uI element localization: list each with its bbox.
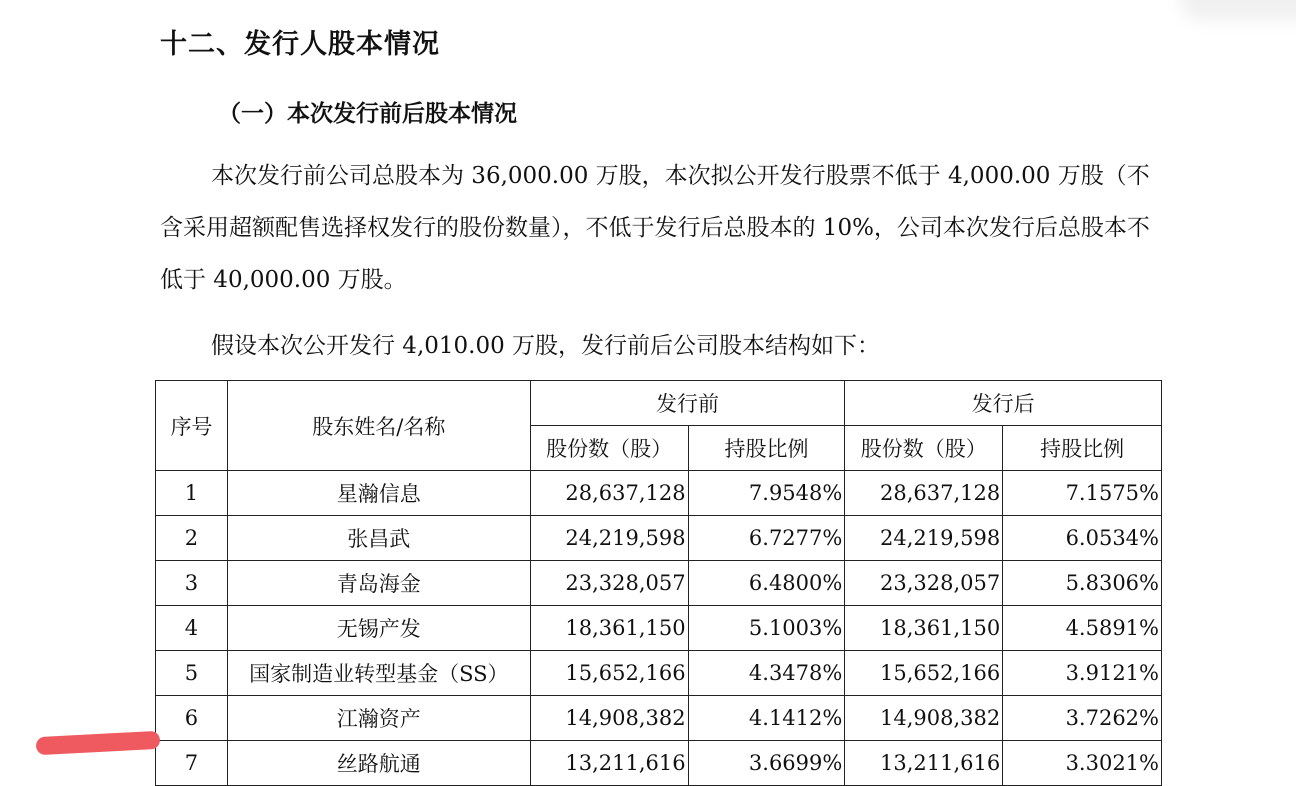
cell-ratio-after: 3.7262% [1003, 696, 1162, 741]
cell-shareholder-name: 丝路航通 [227, 741, 530, 786]
header-after-issuance: 发行后 [845, 381, 1162, 426]
paragraph-assumption: 假设本次公开发行 4,010.00 万股，发行前后公司股本结构如下： [211, 333, 881, 359]
cell-ratio-before: 7.9548% [688, 471, 845, 516]
cell-shares-after: 18,361,150 [845, 606, 1003, 651]
cell-shares-before: 18,361,150 [530, 606, 688, 651]
cell-shareholder-name: 星瀚信息 [227, 471, 530, 516]
header-shares-after: 股份数（股） [845, 426, 1003, 471]
header-shareholder-name: 股东姓名/名称 [227, 381, 530, 471]
cell-shareholder-name: 江瀚资产 [227, 696, 530, 741]
cell-ratio-after: 3.9121% [1003, 651, 1162, 696]
subsection-title: （一）本次发行前后股本情况 [218, 101, 517, 127]
highlight-marker-stroke [36, 731, 161, 755]
cell-shares-after: 14,908,382 [845, 696, 1003, 741]
cell-serial-no: 5 [156, 651, 228, 696]
cell-shares-before: 23,328,057 [530, 561, 688, 606]
header-ratio-before: 持股比例 [688, 426, 845, 471]
header-shares-before: 股份数（股） [530, 426, 688, 471]
table-row [156, 741, 1162, 786]
cell-serial-no: 4 [156, 606, 228, 651]
cell-serial-no: 6 [156, 696, 228, 741]
cell-ratio-before: 5.1003% [688, 606, 845, 651]
header-serial-no: 序号 [156, 381, 228, 471]
section-title: 十二、发行人股本情况 [160, 29, 440, 60]
cell-shares-after: 24,219,598 [845, 516, 1003, 561]
cell-ratio-before: 4.3478% [688, 651, 845, 696]
cell-ratio-before: 4.1412% [688, 696, 845, 741]
share-structure-table [155, 380, 1162, 786]
paragraph-share-capital: 本次发行前公司总股本为 36,000.00 万股，本次拟公开发行股票不低于 4,000.00 万股（不含采用超额配售选择权发行的股份数量），不低于发行后总股本的 10%，公司本次发行后总股本不低于 40,000.00 万股。 [160, 163, 1150, 293]
cell-shareholder-name: 国家制造业转型基金（SS） [227, 651, 530, 696]
cell-shares-after: 13,211,616 [845, 741, 1003, 786]
cell-ratio-after: 3.3021% [1003, 741, 1162, 786]
cell-ratio-before: 6.7277% [688, 516, 845, 561]
table-row [156, 516, 1162, 561]
page-edge-shadow [1180, 0, 1296, 20]
cell-ratio-after: 5.8306% [1003, 561, 1162, 606]
cell-ratio-after: 7.1575% [1003, 471, 1162, 516]
cell-serial-no: 2 [156, 516, 228, 561]
cell-serial-no: 3 [156, 561, 228, 606]
table-row [156, 696, 1162, 741]
cell-shareholder-name: 张昌武 [227, 516, 530, 561]
cell-ratio-after: 6.0534% [1003, 516, 1162, 561]
header-before-issuance: 发行前 [530, 381, 845, 426]
table-row [156, 606, 1162, 651]
cell-ratio-after: 4.5891% [1003, 606, 1162, 651]
cell-serial-no: 1 [156, 471, 228, 516]
table-row [156, 471, 1162, 516]
cell-shares-after: 23,328,057 [845, 561, 1003, 606]
table-row [156, 561, 1162, 606]
cell-shares-before: 28,637,128 [530, 471, 688, 516]
cell-serial-no: 7 [156, 741, 228, 786]
header-ratio-after: 持股比例 [1003, 426, 1162, 471]
table-row [156, 651, 1162, 696]
cell-ratio-before: 6.4800% [688, 561, 845, 606]
cell-shares-after: 15,652,166 [845, 651, 1003, 696]
cell-shares-before: 14,908,382 [530, 696, 688, 741]
cell-shares-before: 24,219,598 [530, 516, 688, 561]
cell-shares-before: 13,211,616 [530, 741, 688, 786]
cell-ratio-before: 3.6699% [688, 741, 845, 786]
cell-shares-after: 28,637,128 [845, 471, 1003, 516]
cell-shares-before: 15,652,166 [530, 651, 688, 696]
cell-shareholder-name: 无锡产发 [227, 606, 530, 651]
cell-shareholder-name: 青岛海金 [227, 561, 530, 606]
